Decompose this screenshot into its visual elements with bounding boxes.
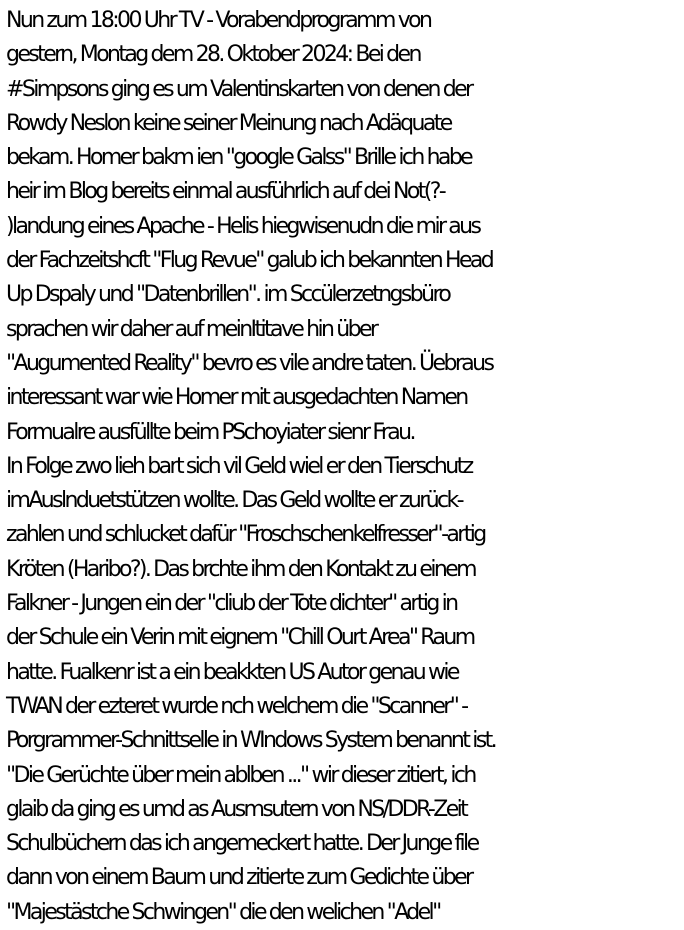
text-line: Falkner - Jungen ein der "cliub der Tote dichter" artig in	[6, 591, 457, 617]
text-line: der Schule ein Verin mit eignem "Chill Ourt Area" Raum	[6, 625, 474, 651]
text-line: TWAN der ezteret wurde nch welchem die "Scanner" -	[6, 693, 467, 719]
text-line: heir im Blog bereits einmal ausführlich auf dei Not(?-	[6, 179, 445, 205]
text-line: Formualre ausfüllte beim PSchoyiater sienr Frau.	[6, 419, 414, 445]
text-line: der Fachzeitshcft "Flug Revue" galub ich bekannten Head	[6, 248, 493, 274]
text-line: bekam. Homer bakm ien "google Galss" Brille ich habe	[6, 145, 472, 171]
text-line: imAuslnduetstützen wollte. Das Geld wollte er zurück-	[6, 488, 463, 514]
text-line: In Folge zwo lieh bart sich vil Geld wiel er den Tierschutz	[6, 453, 472, 479]
text-line: Kröten (Haribo?). Das brchte ihm den Kontakt zu einem	[6, 556, 475, 582]
text-line: gestern, Montag dem 28. Oktober 2024: Bei den	[6, 42, 420, 68]
text-line: "Augumented Reality" bevro es vile andre taten. Üebraus	[6, 350, 493, 376]
text-line: sprachen wir daher auf meinItitave hin über	[6, 316, 377, 342]
text-line: hatte. Fualkenr ist a ein beakkten US Autor genau wie	[6, 659, 458, 685]
text-line: "Die Gerüchte über mein ablben ..." wir dieser zitiert, ich	[6, 762, 475, 788]
text-line: zahlen und schlucket dafür "Froschschenkelfresser"-artig	[6, 522, 485, 548]
text-line: glaib da ging es umd as Ausmsutern von NS/DDR-Zeit	[6, 796, 467, 822]
text-line: "Majestästche Schwingen" die den welichen "Adel"	[6, 899, 440, 925]
text-line: Schulbüchern das ich angemeckert hatte. Der Junge file	[6, 831, 478, 857]
text-line: Nun zum 18:00 Uhr TV - Vorabendprogramm von	[6, 8, 431, 33]
text-line: Porgrammer-Schnittselle in WIndows System benannt ist.	[6, 728, 495, 754]
text-line: Up Dspaly und "Datenbrillen". im Sccülerzetngsbüro	[6, 282, 450, 308]
document-text	[6, 4, 684, 930]
text-line: #Simpsons ging es um Valentinskarten von denen der	[6, 76, 472, 102]
text-line: dann von einem Baum und zitierte zum Gedichte über	[6, 865, 472, 891]
text-line: Rowdy Neslon keine seiner Meinung nach Adäquate	[6, 110, 451, 136]
text-line: )landung eines Apache - Helis hiegwisenudn die mir aus	[6, 213, 480, 239]
text-line: interessant war wie Homer mit ausgedachten Namen	[6, 385, 467, 411]
